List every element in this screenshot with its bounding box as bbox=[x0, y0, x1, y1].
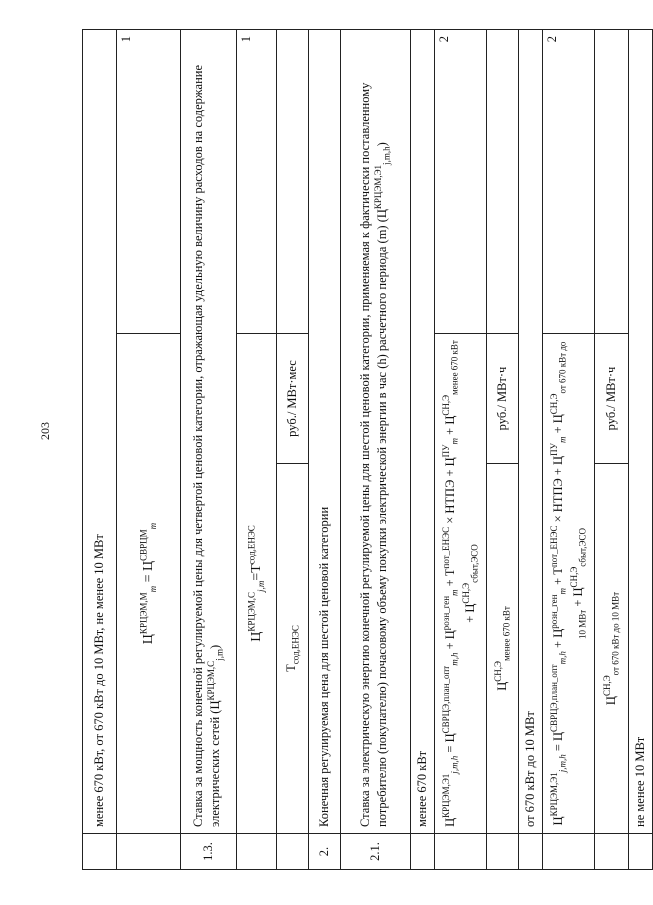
table-row bbox=[435, 29, 487, 869]
formula-cell: $Ц^{КРЦЭМ,Э1}_{j,m,h} = Ц^{СВРЦЭ,план\_опт}_{m,h} + Ц^{розн\_ген}_m + Т^{пот\_ЕНЭС}$ × НТПЭ + $Ц^{ПУ}_m + Ц^{СН,Э}_{от 670 кВт до 10 МВт} + Ц^{СН,Э}_{сбыт,ЭСО}$ bbox=[543, 334, 595, 834]
table-row bbox=[341, 29, 411, 869]
row-text: Конечная регулируемая цена для шестой ценовой категории bbox=[309, 29, 341, 833]
formula-left-cell: $Ц^{СН,Э}_{менее 670 кВт}$ bbox=[487, 464, 519, 834]
table-row bbox=[487, 29, 519, 869]
table-row bbox=[237, 29, 277, 869]
table-row bbox=[117, 29, 181, 869]
row-number: 2. bbox=[309, 834, 341, 870]
table-row bbox=[629, 29, 653, 869]
table-row bbox=[595, 29, 629, 869]
row-label-lt670: менее 670 кВт bbox=[411, 29, 435, 833]
formula-cell: $Ц^{КРЦЭМ,Э1}_{j,m,h} = Ц^{СВРЦЭ,план\_опт}_{m,h} + Ц^{розн\_ген}_m + Т^{пот\_ЕНЭС}$ × НТПЭ + $Ц^{ПУ}_m + Ц^{СН,Э}_{менее 670 кВт} + Ц^{СН,Э}_{сбыт,ЭСО}$ bbox=[435, 334, 487, 834]
table-row bbox=[309, 29, 341, 869]
note-cell: 2 bbox=[435, 29, 487, 333]
formula-cell: $Ц^{КРЦЭМ,С}_{j,m}=Т^{сод,ЕНЭС}$ bbox=[237, 334, 277, 834]
row-text: Ставка за электрическую энергию конечной регулируемой цены для шестой ценовой категории, применяемая к фактически поставленному потребителю (покупателю) почасовому объему покупки электрической энергии в час (h) расчетного периода (m) $(Ц^{КРЦЭМ,Э1}_{j,m,h})$ bbox=[341, 29, 411, 833]
note-cell: 1 bbox=[117, 29, 181, 333]
row-label-670-10: от 670 кВт до 10 МВт bbox=[519, 29, 543, 833]
page-number: 203 bbox=[38, 422, 52, 440]
row-label-ge10: не менее 10 МВт bbox=[629, 29, 653, 833]
formula-left-cell: $Т_{сод,ЕНЭС}$ bbox=[277, 464, 309, 834]
row-label-categories: менее 670 кВт, от 670 кВт до 10 МВт, не менее 10 МВт bbox=[83, 29, 117, 833]
table-row bbox=[543, 29, 595, 869]
unit-cell: руб./ МВт·мес bbox=[277, 334, 309, 464]
row-number: 2.1. bbox=[341, 834, 411, 870]
unit-cell: руб./ МВт·ч bbox=[487, 334, 519, 464]
tariff-table bbox=[82, 29, 653, 870]
table-row bbox=[411, 29, 435, 869]
rotated-table-frame bbox=[82, 30, 647, 870]
note-cell: 2 bbox=[543, 29, 595, 333]
row-number: 1.3. bbox=[181, 834, 237, 870]
row-text: Ставка за мощность конечной регулируемой цены для четвертой ценовой категории, отражающая удельную величину расходов на содержание электрических сетей $(Ц^{КРЦЭМ,С}_{j,m})$ bbox=[181, 29, 237, 833]
table-row bbox=[83, 29, 117, 869]
table-row bbox=[181, 29, 237, 869]
note-cell: 1 bbox=[237, 29, 277, 333]
formula-cell: $Ц^{КРЦЭМ,М}_m = Ц^{СВРЦМ}_m$ bbox=[117, 334, 181, 834]
formula-left-cell: $Ц^{СН,Э}_{от 670 кВт до 10 МВт}$ bbox=[595, 464, 629, 834]
table-row bbox=[519, 29, 543, 869]
table-row bbox=[277, 29, 309, 869]
unit-cell: руб./ МВт·ч bbox=[595, 334, 629, 464]
